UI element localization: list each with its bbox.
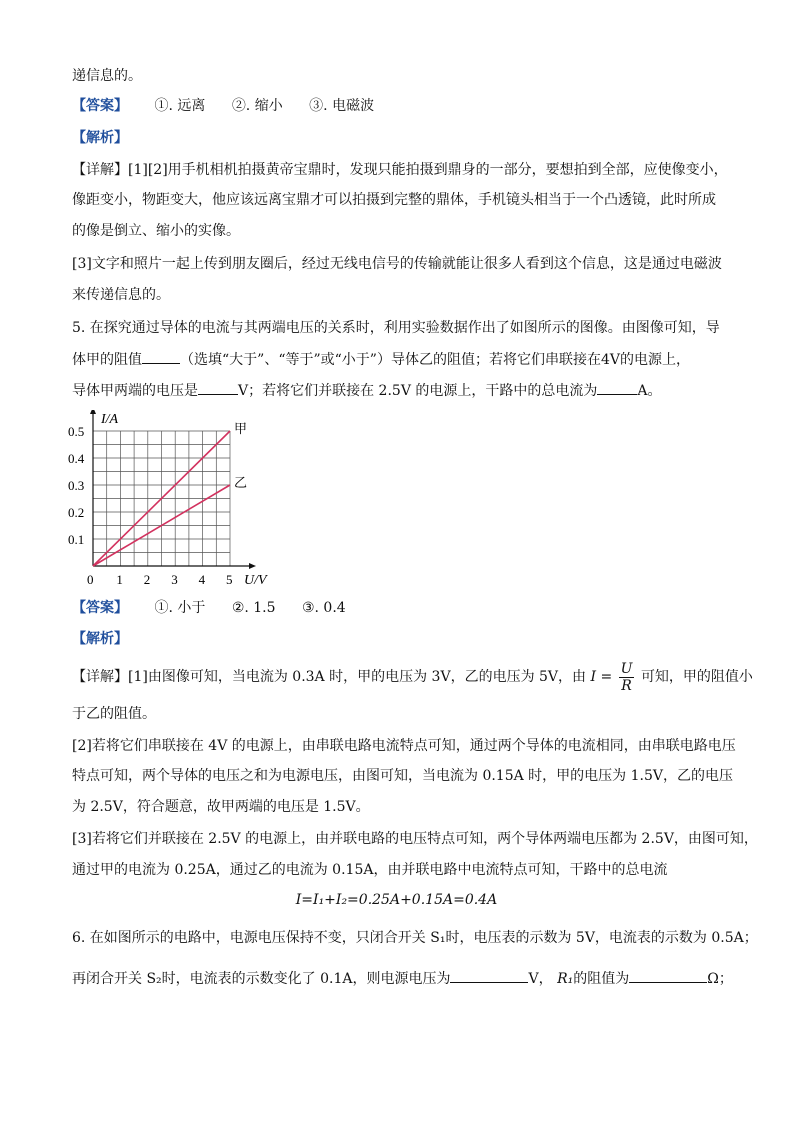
- x-tick-label: 4: [198, 572, 206, 587]
- text-segment: 导体甲两端的电压是: [72, 383, 198, 399]
- formula-fraction: [619, 661, 635, 694]
- text-segment: 的阻值为: [573, 971, 630, 987]
- y-tick-label: 0.4: [68, 451, 85, 466]
- text-line: 递信息的。: [72, 68, 142, 84]
- y-tick-label: 0.5: [68, 424, 85, 439]
- y-tick-label: 0.2: [68, 505, 85, 520]
- analysis-tag: 【解析】: [72, 130, 128, 146]
- text-line: [3]若将它们并联接在 2.5V 的电源上，由并联电路的电压特点可知，两个导体两端电压都为 2.5V，由图可知，: [72, 831, 758, 847]
- y-tick-label: 0.3: [68, 478, 85, 493]
- text-segment: 【详解】[1]由图像可知，当电流为 0.3A 时，甲的电压为 3V，乙的电压为 5V，由: [72, 669, 587, 685]
- analysis-tag: 【解析】: [72, 631, 128, 647]
- x-tick-label: 5: [226, 572, 233, 587]
- text-segment: A。: [637, 383, 662, 399]
- x-tick-label: 1: [116, 572, 123, 587]
- text-segment: 体甲的阻值: [72, 352, 142, 368]
- fill-blank-2: [198, 380, 238, 395]
- text-line-with-formula: [72, 660, 753, 694]
- answer-1: ①. 远离: [154, 98, 206, 114]
- y-axis-arrow: [90, 410, 96, 414]
- x-tick-label: 0: [87, 572, 94, 587]
- text-segment: V；若将它们并联接在 2.5V 的电源上，干路中的总电流为: [238, 383, 598, 399]
- question-6-line: [72, 968, 733, 989]
- series-label: 乙: [234, 476, 248, 491]
- text-segment: V，: [528, 971, 553, 987]
- text-segment: 可知，甲的阻值小: [640, 669, 753, 685]
- x-axis-arrow: [249, 563, 256, 569]
- formula-denominator: R: [621, 677, 632, 694]
- formula-line: I=I₁+I₂=0.25A+0.15A=0.4A: [295, 892, 498, 908]
- answer-tag: 【答案】: [72, 600, 128, 616]
- chart-series: [93, 422, 247, 566]
- text-line: 特点可知，两个导体的电压之和为电源电压，由图可知，当电流为 0.15A 时，甲的电压为 1.5V，乙的电压: [72, 768, 734, 784]
- answer-2: ②. 缩小: [231, 98, 283, 114]
- text-line: 的像是倒立、缩小的实像。: [72, 223, 240, 239]
- text-line: 为 2.5V，符合题意，故甲两端的电压是 1.5V。: [72, 799, 370, 815]
- fill-blank-2: [629, 968, 707, 983]
- answer-row: [72, 598, 346, 618]
- text-line: 【详解】[1][2]用手机相机拍摄黄帝宝鼎时，发现只能拍摄到鼎身的一部分，要想拍到全部，应使像变小，: [72, 162, 728, 178]
- y-tick-label: 0.1: [68, 532, 85, 547]
- answer-1: ①. 小于: [154, 600, 206, 616]
- question-6-line: 6. 在如图所示的电路中，电源电压保持不变，只闭合开关 S₁时，电压表的示数为 5V，电流表的示数为 0.5A；: [72, 930, 758, 946]
- x-tick-label: 2: [143, 572, 151, 587]
- formula-i: I: [590, 669, 597, 685]
- question-5-line: 5. 在探究通过导体的电流与其两端电压的关系时，利用实验数据作出了如图所示的图像。由图像可知，导: [72, 320, 720, 336]
- y-axis-label: I/A: [101, 412, 119, 427]
- answer-tag: 【答案】: [72, 98, 128, 114]
- text-line: [3]文字和照片一起上传到朋友圈后，经过无线电信号的传输就能让很多人看到这个信息，这是通过电磁波: [72, 256, 722, 272]
- answer-row: [72, 96, 374, 116]
- question-5-line: [72, 349, 690, 370]
- formula-numerator: U: [620, 660, 633, 677]
- text-line: 来传递信息的。: [72, 287, 170, 303]
- fill-blank-3: [597, 380, 637, 395]
- fill-blank-1: [142, 349, 180, 364]
- question-5-line: [72, 380, 662, 401]
- answer-3: ③. 0.4: [301, 600, 346, 616]
- fill-blank-1: [450, 968, 528, 983]
- answer-2: ②. 1.5: [231, 600, 276, 616]
- answer-3: ③. 电磁波: [309, 98, 375, 114]
- text-segment: （选填“大于”、“等于”或“小于”）导体乙的阻值；若将它们串联接在4V的电源上，: [180, 352, 690, 368]
- iu-chart: [66, 410, 286, 590]
- r1-symbol: R₁: [557, 971, 574, 987]
- series-label: 甲: [234, 422, 248, 437]
- x-axis-label: U/V: [244, 573, 267, 588]
- text-segment: 再闭合开关 S₂时，电流表的示数变化了 0.1A，则电源电压为: [72, 971, 451, 987]
- text-line: [2]若将它们串联接在 4V 的电源上，由串联电路电流特点可知，通过两个导体的电流相同，由串联电路电压: [72, 738, 736, 754]
- formula-equals: =: [600, 669, 613, 685]
- text-line: 像距变小，物距变大，他应该远离宝鼎才可以拍摄到完整的鼎体，手机镜头相当于一个凸透镜，此时所成: [72, 192, 716, 208]
- x-tick-label: 3: [171, 572, 178, 587]
- text-line: 于乙的阻值。: [72, 706, 156, 722]
- text-line: 通过甲的电流为 0.25A，通过乙的电流为 0.15A，由并联电路中电流特点可知，干路中的总电流: [72, 862, 668, 878]
- text-segment: Ω；: [707, 971, 733, 987]
